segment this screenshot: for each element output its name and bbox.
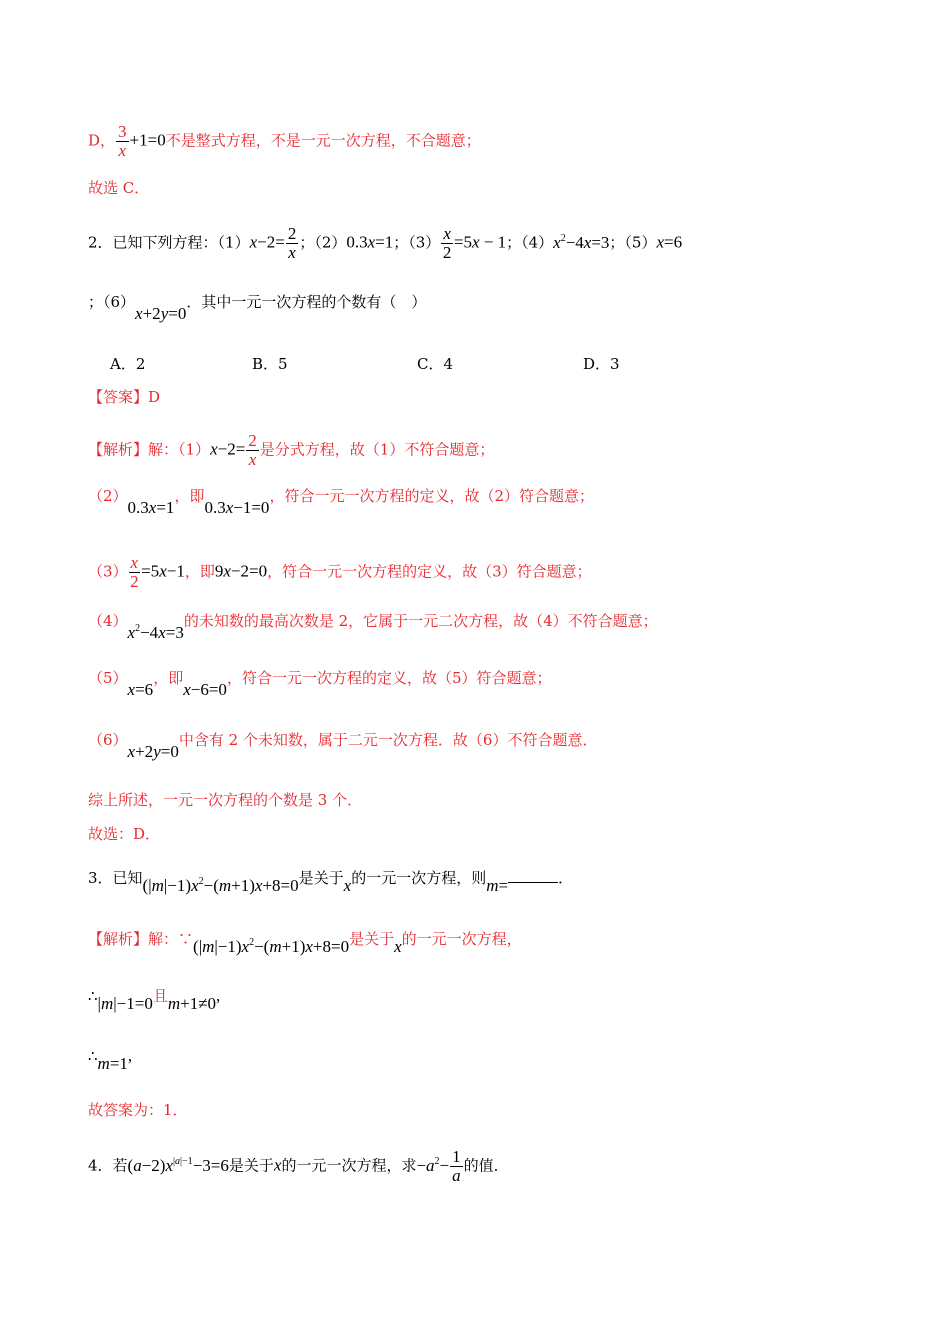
fraction-3-over-x: $\frac{3}{x}$ [118,122,127,160]
q2-conclusion: 故选：D． [88,825,161,843]
q2-analysis-4: $(4)x^2-4x=3$的未知数的最高次数是 2，它属于一元二次方程，故（4）不符合题意； [88,612,658,642]
choice-b: B．5 [252,355,288,373]
q2-stem-line1: 2．已知下列方程：（1）x−2= $\frac{2}{x}$ ；（2）0.3x=1；（3） $\frac{x}{2}$ =5x − 1；$(4)x^2-4x=3$；（5）x=6 [88,224,683,262]
choice-d: D．3 [583,355,620,373]
q2-stem-line2: ；（6）x+2y=0．其中一元一次方程的个数有（ ） [88,293,427,323]
q4-stem: 4．若$(a-2)x^{|a|-1}-3=6$是关于x的一元一次方程，求$-a^2-$ $\frac{1}{a}$ 的值． [88,1147,509,1185]
option-d-analysis: D， $\frac{3}{x}$ +1=0不是整式方程，不是一元一次方程，不合题意； [88,122,481,160]
q2-analysis-3: （3） $\frac{x}{2}$ =5x−1，即9x−2=0，符合一元一次方程的定义，故（3）符合题意； [88,553,592,591]
answer-blank [508,870,558,883]
q3-analysis-3: ∴m=1, [88,1046,133,1073]
q3-analysis-1: 【解析】解：$\because(|m|-1)x^2-(m+1)x+8=0$是关于x的一元一次方程， [88,930,522,956]
q2-answer: 【答案】D [88,388,161,406]
q2-analysis-2: （2）0.3x=1，即0.3x−1=0，符合一元一次方程的定义，故（2）符合题意； [88,487,594,517]
q2-analysis-6: （6）x+2y=0中含有 2 个未知数，属于二元一次方程．故（6）不符合题意． [88,731,598,761]
q2-analysis-5: （5）x=6，即x−6=0，符合一元一次方程的定义，故（5）符合题意； [88,669,552,699]
p1-conclusion: 故选 C． [88,179,150,197]
q3-analysis-2: ∴|m|−1=0且m+1≠0, [88,986,221,1013]
q2-analysis-1: 【解析】解：（1）x−2= $\frac{2}{x}$ 是分式方程，故（1）不符合题意； [88,431,495,469]
q2-summary: 综上所述，一元一次方程的个数是 3 个． [88,791,363,809]
q3-stem: 3．已知$(|m|-1)x^2-(m+1)x+8=0$是关于x的一元一次方程，则m= ． [88,869,574,895]
choice-a: A．2 [110,355,146,373]
q3-answer: 故答案为：1． [88,1101,188,1119]
choice-c: C．4 [417,355,454,373]
